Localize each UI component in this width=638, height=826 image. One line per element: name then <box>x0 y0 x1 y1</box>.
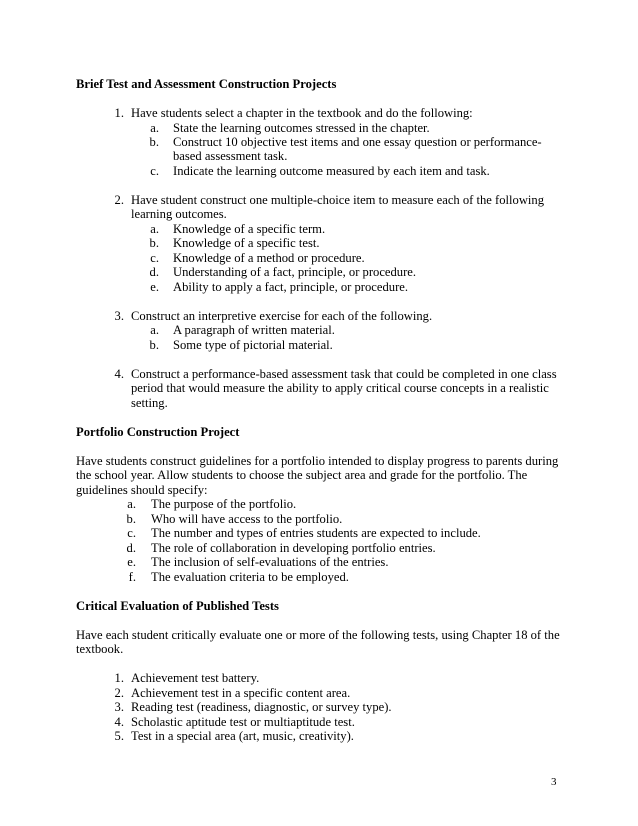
sub-item-text: Some type of pictorial material. <box>173 338 333 352</box>
sub-item-letter: c. <box>127 526 136 540</box>
sub-item-text: The number and types of entries students are expected to include. <box>151 526 481 540</box>
sub-item-letter: a. <box>150 222 159 236</box>
list-number: 4. <box>114 367 124 381</box>
sub-item-letter: a. <box>150 121 159 135</box>
list-number: 2. <box>114 686 124 700</box>
list-number: 5. <box>114 729 124 743</box>
sub-item-letter: b. <box>149 236 159 250</box>
paragraph-line: textbook. <box>76 642 124 656</box>
sub-item-text: Ability to apply a fact, principle, or procedure. <box>173 280 409 294</box>
sub-item-letter: a. <box>150 323 159 337</box>
sub-item-text: Construct 10 objective test items and one essay question or performance- <box>173 135 542 149</box>
list-item-text: Achievement test in a specific content area. <box>131 686 351 700</box>
sub-item-text: The role of collaboration in developing portfolio entries. <box>151 541 436 555</box>
sub-item-letter: b. <box>149 338 159 352</box>
sub-item-text: The purpose of the portfolio. <box>151 497 297 511</box>
paragraph-line: the school year. Allow students to choose the subject area and grade for the portfolio. The <box>76 468 528 482</box>
sub-item-text: Knowledge of a specific test. <box>173 236 320 250</box>
list-item-text: setting. <box>131 396 168 410</box>
list-item-text: Have student construct one multiple-choice item to measure each of the following <box>131 193 545 207</box>
paragraph-line: Have each student critically evaluate one or more of the following tests, using Chapter 18 of the <box>76 628 560 642</box>
sub-item-text: The evaluation criteria to be employed. <box>151 570 349 584</box>
sub-item-letter: b. <box>149 135 159 149</box>
list-number: 3. <box>114 700 124 714</box>
sub-item-text: State the learning outcomes stressed in the chapter. <box>173 121 430 135</box>
list-number: 1. <box>114 671 124 685</box>
sub-item-text: Knowledge of a method or procedure. <box>173 251 365 265</box>
list-number: 1. <box>114 106 124 120</box>
paragraph-line: Have students construct guidelines for a portfolio intended to display progress to parents during <box>76 454 559 468</box>
sub-item-text: A paragraph of written material. <box>173 323 335 337</box>
sub-item-text: The inclusion of self-evaluations of the entries. <box>151 555 389 569</box>
sub-item-letter: a. <box>127 497 136 511</box>
list-item-text: Construct a performance-based assessment task that could be completed in one class <box>131 367 557 381</box>
list-item-text: Achievement test battery. <box>131 671 260 685</box>
sub-item-text: Who will have access to the portfolio. <box>151 512 343 526</box>
list-number: 4. <box>114 715 124 729</box>
list-number: 3. <box>114 309 124 323</box>
list-item-text: Reading test (readiness, diagnostic, or survey type). <box>131 700 392 714</box>
list-number: 2. <box>114 193 124 207</box>
list-item-text: Construct an interpretive exercise for each of the following. <box>131 309 433 323</box>
sub-item-letter: c. <box>150 164 159 178</box>
sub-item-letter: c. <box>150 251 159 265</box>
sub-item-letter: d. <box>149 265 159 279</box>
sub-item-letter: b. <box>126 512 136 526</box>
sub-item-text: Indicate the learning outcome measured by each item and task. <box>173 164 490 178</box>
list-item-text: learning outcomes. <box>131 207 227 221</box>
sub-item-letter: d. <box>126 541 136 555</box>
sub-item-text: Understanding of a fact, principle, or procedure. <box>173 265 417 279</box>
sub-item-letter: e. <box>150 280 159 294</box>
list-item-text: period that would measure the ability to apply critical course concepts in a realistic <box>131 381 549 395</box>
paragraph-line: guidelines should specify: <box>76 483 208 497</box>
list-item-text: Test in a special area (art, music, creativity). <box>131 729 354 743</box>
sub-item-text: based assessment task. <box>173 149 288 163</box>
section-heading: Critical Evaluation of Published Tests <box>76 599 279 613</box>
section-heading: Brief Test and Assessment Construction Projects <box>76 77 337 91</box>
list-item-text: Have students select a chapter in the textbook and do the following: <box>131 106 473 120</box>
sub-item-letter: f. <box>128 570 136 584</box>
page-number: 3 <box>551 776 557 788</box>
section-heading: Portfolio Construction Project <box>76 425 240 439</box>
sub-item-letter: e. <box>127 555 136 569</box>
list-item-text: Scholastic aptitude test or multiaptitude test. <box>131 715 355 729</box>
sub-item-text: Knowledge of a specific term. <box>173 222 326 236</box>
